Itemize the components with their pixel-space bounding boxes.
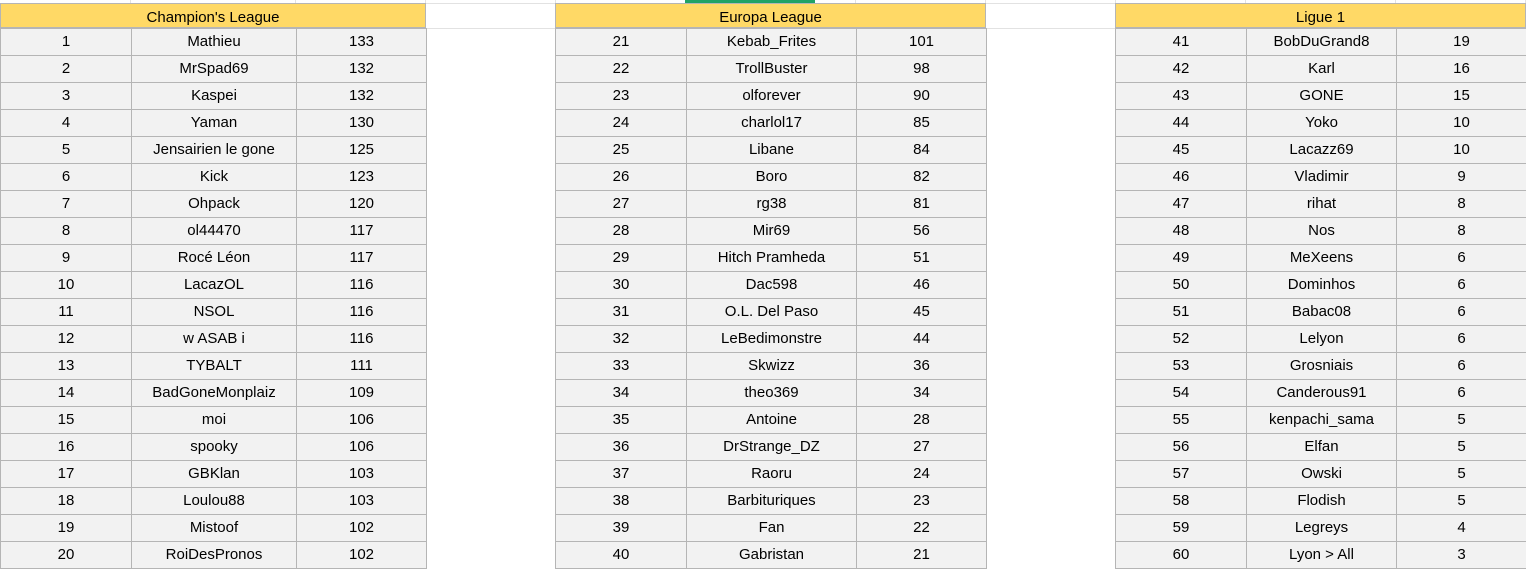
table-row (1116, 83, 1526, 110)
rank-cell[interactable]: 21 (556, 29, 687, 56)
player-name-cell[interactable]: Flodish (1247, 488, 1397, 515)
table-row (556, 488, 987, 515)
table-row (1116, 191, 1526, 218)
points-cell[interactable]: 5 (1397, 488, 1526, 515)
rank-cell[interactable]: 42 (1116, 56, 1247, 83)
player-name-cell[interactable]: TYBALT (132, 353, 297, 380)
player-name-cell[interactable]: Babac08 (1247, 299, 1397, 326)
points-cell[interactable]: 16 (1397, 56, 1526, 83)
player-name-cell[interactable]: Kaspei (132, 83, 297, 110)
table-row (1, 353, 427, 380)
player-name-cell[interactable]: Karl (1247, 56, 1397, 83)
league-block-champions-league (0, 3, 426, 569)
table-row (1, 110, 427, 137)
points-cell[interactable]: 6 (1397, 272, 1526, 299)
player-name-cell[interactable]: MrSpad69 (132, 56, 297, 83)
table-row (1116, 380, 1526, 407)
rank-cell[interactable]: 32 (556, 326, 687, 353)
points-cell[interactable]: 6 (1397, 380, 1526, 407)
table-row (556, 56, 987, 83)
table-row (1116, 218, 1526, 245)
table-row (556, 407, 987, 434)
points-cell[interactable]: 15 (1397, 83, 1526, 110)
table-row (556, 29, 987, 56)
points-cell[interactable]: 106 (297, 434, 427, 461)
player-name-cell[interactable]: Kebab_Frites (687, 29, 857, 56)
table-row (1, 83, 427, 110)
rank-cell[interactable]: 46 (1116, 164, 1247, 191)
points-cell[interactable]: 103 (297, 488, 427, 515)
rank-cell[interactable]: 39 (556, 515, 687, 542)
player-name-cell[interactable]: BobDuGrand8 (1247, 29, 1397, 56)
rank-cell[interactable]: 53 (1116, 353, 1247, 380)
table-row (1, 488, 427, 515)
player-name-cell[interactable]: Elfan (1247, 434, 1397, 461)
rank-cell[interactable]: 44 (1116, 110, 1247, 137)
rank-cell[interactable]: 29 (556, 245, 687, 272)
points-cell[interactable]: 116 (297, 326, 427, 353)
player-name-cell[interactable]: Owski (1247, 461, 1397, 488)
points-cell[interactable]: 3 (1397, 542, 1526, 569)
table-row (1116, 407, 1526, 434)
league-block-europa-league (555, 3, 986, 569)
points-cell[interactable]: 132 (297, 56, 427, 83)
player-name-cell[interactable]: Barbituriques (687, 488, 857, 515)
points-cell[interactable]: 6 (1397, 326, 1526, 353)
points-cell[interactable]: 106 (297, 407, 427, 434)
rank-cell[interactable]: 13 (1, 353, 132, 380)
table-row (1, 245, 427, 272)
table-row (1, 29, 427, 56)
rank-cell[interactable]: 16 (1, 434, 132, 461)
points-cell[interactable]: 111 (297, 353, 427, 380)
rank-cell[interactable]: 3 (1, 83, 132, 110)
table-row (1116, 299, 1526, 326)
rank-cell[interactable]: 23 (556, 83, 687, 110)
rank-cell[interactable]: 14 (1, 380, 132, 407)
rank-cell[interactable]: 49 (1116, 245, 1247, 272)
rank-cell[interactable]: 4 (1, 110, 132, 137)
player-name-cell[interactable]: Loulou88 (132, 488, 297, 515)
table-row (1, 137, 427, 164)
table-row (1, 326, 427, 353)
player-name-cell[interactable]: spooky (132, 434, 297, 461)
points-cell[interactable]: 98 (857, 56, 987, 83)
table-row (1, 218, 427, 245)
player-name-cell[interactable]: Hitch Pramheda (687, 245, 857, 272)
rank-cell[interactable]: 7 (1, 191, 132, 218)
points-cell[interactable]: 45 (857, 299, 987, 326)
points-cell[interactable]: 24 (857, 461, 987, 488)
points-cell[interactable]: 23 (857, 488, 987, 515)
league-header[interactable]: Champion's League (0, 3, 426, 28)
rank-cell[interactable]: 10 (1, 272, 132, 299)
points-cell[interactable]: 84 (857, 137, 987, 164)
league-table (1115, 28, 1526, 569)
rank-cell[interactable]: 34 (556, 380, 687, 407)
rank-cell[interactable]: 30 (556, 272, 687, 299)
table-row (1, 380, 427, 407)
rank-cell[interactable]: 12 (1, 326, 132, 353)
points-cell[interactable]: 82 (857, 164, 987, 191)
rank-cell[interactable]: 20 (1, 542, 132, 569)
points-cell[interactable]: 56 (857, 218, 987, 245)
player-name-cell[interactable]: charlol17 (687, 110, 857, 137)
points-cell[interactable]: 46 (857, 272, 987, 299)
points-cell[interactable]: 101 (857, 29, 987, 56)
points-cell[interactable]: 5 (1397, 434, 1526, 461)
player-name-cell[interactable]: Canderous91 (1247, 380, 1397, 407)
table-row (1116, 461, 1526, 488)
points-cell[interactable]: 109 (297, 380, 427, 407)
player-name-cell[interactable]: Lacazz69 (1247, 137, 1397, 164)
points-cell[interactable]: 125 (297, 137, 427, 164)
player-name-cell[interactable]: TrollBuster (687, 56, 857, 83)
league-header[interactable]: Europa League (555, 3, 986, 28)
player-name-cell[interactable]: Skwizz (687, 353, 857, 380)
rank-cell[interactable]: 33 (556, 353, 687, 380)
table-row (556, 137, 987, 164)
player-name-cell[interactable]: olforever (687, 83, 857, 110)
points-cell[interactable]: 21 (857, 542, 987, 569)
table-row (1116, 137, 1526, 164)
rank-cell[interactable]: 43 (1116, 83, 1247, 110)
table-row (556, 326, 987, 353)
points-cell[interactable]: 5 (1397, 407, 1526, 434)
rank-cell[interactable]: 19 (1, 515, 132, 542)
rank-cell[interactable]: 31 (556, 299, 687, 326)
player-name-cell[interactable]: Jensairien le gone (132, 137, 297, 164)
table-row (1116, 245, 1526, 272)
points-cell[interactable]: 6 (1397, 299, 1526, 326)
table-row (1116, 164, 1526, 191)
points-cell[interactable]: 22 (857, 515, 987, 542)
rank-cell[interactable]: 5 (1, 137, 132, 164)
rank-cell[interactable]: 51 (1116, 299, 1247, 326)
player-name-cell[interactable]: Kick (132, 164, 297, 191)
player-name-cell[interactable]: Boro (687, 164, 857, 191)
player-name-cell[interactable]: Grosniais (1247, 353, 1397, 380)
rank-cell[interactable]: 28 (556, 218, 687, 245)
rank-cell[interactable]: 22 (556, 56, 687, 83)
league-table (555, 28, 987, 569)
table-row (1, 56, 427, 83)
table-row (556, 164, 987, 191)
rank-cell[interactable]: 15 (1, 407, 132, 434)
player-name-cell[interactable]: Dominhos (1247, 272, 1397, 299)
rank-cell[interactable]: 36 (556, 434, 687, 461)
table-row (556, 353, 987, 380)
table-row (1116, 488, 1526, 515)
rank-cell[interactable]: 47 (1116, 191, 1247, 218)
table-row (556, 83, 987, 110)
table-row (1116, 110, 1526, 137)
rank-cell[interactable]: 17 (1, 461, 132, 488)
points-cell[interactable]: 9 (1397, 164, 1526, 191)
points-cell[interactable]: 10 (1397, 110, 1526, 137)
rank-cell[interactable]: 8 (1, 218, 132, 245)
table-row (1116, 56, 1526, 83)
points-cell[interactable]: 6 (1397, 353, 1526, 380)
player-name-cell[interactable]: BadGoneMonplaiz (132, 380, 297, 407)
player-name-cell[interactable]: rihat (1247, 191, 1397, 218)
points-cell[interactable]: 51 (857, 245, 987, 272)
player-name-cell[interactable]: GONE (1247, 83, 1397, 110)
table-row (556, 434, 987, 461)
league-block-ligue-1 (1115, 3, 1526, 569)
table-row (556, 218, 987, 245)
table-row (1116, 353, 1526, 380)
table-row (556, 515, 987, 542)
rank-cell[interactable]: 40 (556, 542, 687, 569)
rank-cell[interactable]: 11 (1, 299, 132, 326)
points-cell[interactable]: 116 (297, 272, 427, 299)
player-name-cell[interactable]: Dac598 (687, 272, 857, 299)
table-row (1116, 272, 1526, 299)
rank-cell[interactable]: 9 (1, 245, 132, 272)
player-name-cell[interactable]: Mistoof (132, 515, 297, 542)
rank-cell[interactable]: 37 (556, 461, 687, 488)
table-row (556, 299, 987, 326)
table-row (1, 407, 427, 434)
points-cell[interactable]: 120 (297, 191, 427, 218)
points-cell[interactable]: 8 (1397, 218, 1526, 245)
points-cell[interactable]: 90 (857, 83, 987, 110)
player-name-cell[interactable]: moi (132, 407, 297, 434)
points-cell[interactable]: 8 (1397, 191, 1526, 218)
table-row (556, 110, 987, 137)
player-name-cell[interactable]: Fan (687, 515, 857, 542)
player-name-cell[interactable]: w ASAB i (132, 326, 297, 353)
table-row (1116, 434, 1526, 461)
rank-cell[interactable]: 25 (556, 137, 687, 164)
player-name-cell[interactable]: Gabristan (687, 542, 857, 569)
points-cell[interactable]: 4 (1397, 515, 1526, 542)
table-row (1116, 542, 1526, 569)
player-name-cell[interactable]: ol44470 (132, 218, 297, 245)
points-cell[interactable]: 103 (297, 461, 427, 488)
points-cell[interactable]: 34 (857, 380, 987, 407)
points-cell[interactable]: 27 (857, 434, 987, 461)
player-name-cell[interactable]: Rocé Léon (132, 245, 297, 272)
table-row (1, 434, 427, 461)
rank-cell[interactable]: 1 (1, 29, 132, 56)
points-cell[interactable]: 6 (1397, 245, 1526, 272)
player-name-cell[interactable]: LacazOL (132, 272, 297, 299)
table-row (556, 245, 987, 272)
table-row (556, 542, 987, 569)
player-name-cell[interactable]: MeXeens (1247, 245, 1397, 272)
points-cell[interactable]: 117 (297, 245, 427, 272)
rank-cell[interactable]: 48 (1116, 218, 1247, 245)
rank-cell[interactable]: 38 (556, 488, 687, 515)
points-cell[interactable]: 123 (297, 164, 427, 191)
player-name-cell[interactable]: GBKlan (132, 461, 297, 488)
rank-cell[interactable]: 57 (1116, 461, 1247, 488)
player-name-cell[interactable]: Legreys (1247, 515, 1397, 542)
table-row (1, 191, 427, 218)
points-cell[interactable]: 19 (1397, 29, 1526, 56)
rank-cell[interactable]: 52 (1116, 326, 1247, 353)
points-cell[interactable]: 116 (297, 299, 427, 326)
player-name-cell[interactable]: rg38 (687, 191, 857, 218)
player-name-cell[interactable]: Raoru (687, 461, 857, 488)
table-row (1116, 515, 1526, 542)
table-row (1, 299, 427, 326)
points-cell[interactable]: 28 (857, 407, 987, 434)
player-name-cell[interactable]: Lelyon (1247, 326, 1397, 353)
player-name-cell[interactable]: O.L. Del Paso (687, 299, 857, 326)
rank-cell[interactable]: 45 (1116, 137, 1247, 164)
player-name-cell[interactable]: Ohpack (132, 191, 297, 218)
points-cell[interactable]: 10 (1397, 137, 1526, 164)
player-name-cell[interactable]: theo369 (687, 380, 857, 407)
table-row (1, 515, 427, 542)
table-row (1, 542, 427, 569)
rank-cell[interactable]: 56 (1116, 434, 1247, 461)
rank-cell[interactable]: 2 (1, 56, 132, 83)
points-cell[interactable]: 102 (297, 542, 427, 569)
player-name-cell[interactable]: Yoko (1247, 110, 1397, 137)
rank-cell[interactable]: 59 (1116, 515, 1247, 542)
rank-cell[interactable]: 6 (1, 164, 132, 191)
points-cell[interactable]: 5 (1397, 461, 1526, 488)
player-name-cell[interactable]: Vladimir (1247, 164, 1397, 191)
player-name-cell[interactable]: NSOL (132, 299, 297, 326)
points-cell[interactable]: 85 (857, 110, 987, 137)
table-row (556, 272, 987, 299)
table-row (1, 461, 427, 488)
player-name-cell[interactable]: Libane (687, 137, 857, 164)
table-row (1, 272, 427, 299)
rank-cell[interactable]: 26 (556, 164, 687, 191)
player-name-cell[interactable]: Yaman (132, 110, 297, 137)
rank-cell[interactable]: 55 (1116, 407, 1247, 434)
table-row (556, 380, 987, 407)
player-name-cell[interactable]: Nos (1247, 218, 1397, 245)
rank-cell[interactable]: 60 (1116, 542, 1247, 569)
league-header[interactable]: Ligue 1 (1115, 3, 1526, 28)
rank-cell[interactable]: 41 (1116, 29, 1247, 56)
player-name-cell[interactable]: Mir69 (687, 218, 857, 245)
player-name-cell[interactable]: LeBedimonstre (687, 326, 857, 353)
points-cell[interactable]: 36 (857, 353, 987, 380)
rank-cell[interactable]: 24 (556, 110, 687, 137)
league-table (0, 28, 427, 569)
points-cell[interactable]: 117 (297, 218, 427, 245)
rank-cell[interactable]: 18 (1, 488, 132, 515)
points-cell[interactable]: 102 (297, 515, 427, 542)
rank-cell[interactable]: 27 (556, 191, 687, 218)
rank-cell[interactable]: 50 (1116, 272, 1247, 299)
points-cell[interactable]: 81 (857, 191, 987, 218)
table-row (1116, 326, 1526, 353)
player-name-cell[interactable]: Mathieu (132, 29, 297, 56)
points-cell[interactable]: 133 (297, 29, 427, 56)
table-row (556, 191, 987, 218)
player-name-cell[interactable]: DrStrange_DZ (687, 434, 857, 461)
points-cell[interactable]: 132 (297, 83, 427, 110)
rank-cell[interactable]: 35 (556, 407, 687, 434)
points-cell[interactable]: 44 (857, 326, 987, 353)
player-name-cell[interactable]: kenpachi_sama (1247, 407, 1397, 434)
player-name-cell[interactable]: RoiDesPronos (132, 542, 297, 569)
player-name-cell[interactable]: Lyon > All (1247, 542, 1397, 569)
table-row (1, 164, 427, 191)
table-row (556, 461, 987, 488)
rank-cell[interactable]: 58 (1116, 488, 1247, 515)
rank-cell[interactable]: 54 (1116, 380, 1247, 407)
player-name-cell[interactable]: Antoine (687, 407, 857, 434)
table-row (1116, 29, 1526, 56)
points-cell[interactable]: 130 (297, 110, 427, 137)
